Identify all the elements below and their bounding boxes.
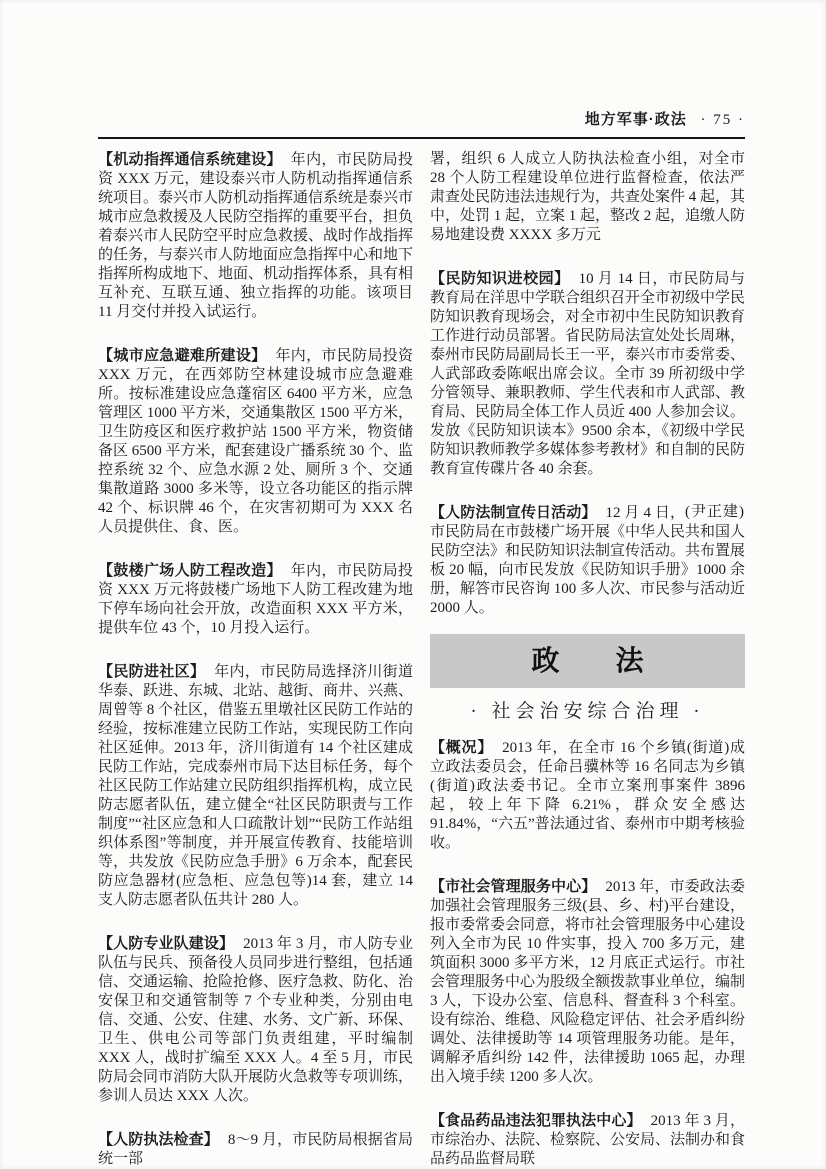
entry-body: 年内，市民防局投资 XXX 万元，建设泰兴市人防机动指挥通信系统项目。泰兴市人防机动指挥通信系统是泰兴市城市应急救援及人民防空指挥的重要平台，担负着泰兴市人民防空平时应急救援、战时作战指挥的任务，与泰兴市人防地面应急指挥中心和地下指挥所构成地下、地面、机动指挥体系，具有相互补充、互联互通、独立指挥的功能。该项目 11 月交付并投入试运行。 <box>98 152 414 320</box>
entry-mobile-command-comms <box>98 150 413 322</box>
subsection-heading-public-security: · 社会治安综合治理 · <box>470 701 705 722</box>
entry-knowledge-into-schools <box>430 269 745 479</box>
running-head <box>98 110 745 130</box>
page-header <box>98 110 745 139</box>
entry-body: 年内，市民防局选择济川街道华泰、跃进、东城、北站、越街、商井、兴燕、周曾等 8 个社区，借鉴五里墩社区民防工作站的经验，按标准建立民防工作站，实现民防工作向社区延伸。2013 年，济川街道有 14 个社区建成民防工作站，完成泰州市局下达目标任务，每个社区民防工作站建立民防组织指挥机构，成立民防志愿者队伍，建立健全“社区民防职责与工作制度”“社区应急和人口疏散计划”“民防工作站组织体系图”等制度，并开展宣传教育、技能培训等，共发放《民防应急手册》6 万余本，配套民防应急器材(应急柜、应急包等)14 套，建立 14 支人防志愿者队伍共计 280 人。 <box>98 664 414 908</box>
entry-body: 10 月 14 日，市民防局与教育局在洋思中学联合组织召开全市初级中学民防知识教育现场会，对全市初中生民防知识教育工作进行动员部署。省民防局法宣处处长周琳，泰州市民防局副局长王一平，泰兴市市委常委、人武部政委陈岷出席会议。全市 39 所初级中学分管领导、兼职教师、学生代表和市人武部、教育局、民防局全体工作人员近 400 人参加会议。发放《民防知识读本》9500 余本，《初级中学民防知识教师教学多媒体参考教材》和自制的民防教育宣传碟片各 40 余套。 <box>430 271 746 477</box>
entry-title: 【民防知识进校园】 <box>430 270 570 287</box>
header-rule <box>98 137 745 139</box>
entry-title: 【民防进社区】 <box>98 663 206 680</box>
entry-body: 12 月 4 日，市民防局在市鼓楼广场开展《中华人民共和国人民防空法》和民防知识法制宣传活动。共布置展板 20 幅，向市民发放《民防知识手册》1000 余册，解答市民咨询 100 多人次、市民参与活动近 2000 人。 <box>430 505 746 616</box>
entry-title: 【城市应急避难所建设】 <box>98 347 267 364</box>
entry-title: 【人防专业队建设】 <box>98 935 235 952</box>
entry-food-drug-enforcement-center <box>430 1111 745 1169</box>
section-banner-politics-law: 政 法 <box>430 634 745 688</box>
page-number: · 75 · <box>700 112 745 128</box>
entry-legal-publicity-day <box>430 503 745 618</box>
entry-body: 2013 年，在全市 16 个乡镇(街道)成立政法委员会，任命吕骥林等 16 名同志为乡镇(街道)政法委书记。全市立案刑事案件 3896 起，较上年下降 6.21%，群众安全感达 91.84%，“六五”普法通过省、泰州市中期考核验收。 <box>430 740 745 851</box>
entry-title: 【食品药品违法犯罪执法中心】 <box>430 1112 642 1129</box>
entry-body: 8～9 月，市民防局根据省局统一部 <box>98 1132 413 1167</box>
page-content <box>98 110 745 1169</box>
entry-body: 2013 年，市委政法委加强社会管理服务三级(县、乡、村)平台建设，报市委常委会同意，将市社会管理服务中心建设列入全市为民 10 件实事，投入 700 多万元，建筑面积 3000 多平方米，12 月底正式运行。市社会管理服务中心为股级全额拨款事业单位，编制 3 人，下设办公室、信息科、督查科 3 个科室。设有综治、维稳、风险稳定评估、社会矛盾纠纷调处、法律援助等 14 项管理服务功能。是年，调解矛盾纠纷 142 件，法律援助 1065 起，办理出入境手续 1200 多人次。 <box>430 879 746 1085</box>
entry-professional-team <box>98 934 413 1106</box>
entry-title: 【机动指挥通信系统建设】 <box>98 151 282 168</box>
entry-social-management-center <box>430 877 745 1087</box>
left-column <box>98 150 413 1169</box>
entry-title: 【概况】 <box>430 739 494 756</box>
entry-title: 【人防执法检查】 <box>98 1131 219 1148</box>
entry-title: 【人防法制宣传日活动】 <box>430 504 597 521</box>
two-column-body <box>98 150 745 1169</box>
running-head-title: 地方军事·政法 <box>584 111 687 128</box>
entry-gulou-square-renovation <box>98 561 413 638</box>
entry-overview <box>430 738 745 853</box>
byline: (尹正建) <box>685 504 745 520</box>
right-column <box>430 150 745 1169</box>
entry-body: 署，组织 6 人成立人防执法检查小组，对全市 28 个人防工程建设单位进行监督检查，依法严肃查处民防违法违规行为，共查处案件 4 起，其中，处罚 1 起，立案 1 起，整改 2 起，追缴人防易地建设费 XXXX 多万元 <box>430 151 746 243</box>
entry-body: 年内，市民防局投资 XXX 万元，在西郊防空林建设城市应急避难所。按标准建设应急蓬宿区 6400 平方米，应急管理区 1000 平方米，交通集散区 1500 平方米，卫生防疫区和医疗救护站 1500 平方米，物资储备区 6500 平方米，配套建设广播系统 30 个、监控系统 32 个、应急水源 2 处、厕所 3 个、交通集散道路 3000 多米等，设立各功能区的指示牌 42 个、标识牌 46 个，在灾害初期可为 XXX 名人员提供住、食、医。 <box>98 348 414 535</box>
continuation-paragraph <box>430 150 745 245</box>
entry-body: 2013 年 3 月，市人防专业队伍与民兵、预备役人员同步进行整组，包括通信、交通运输、抢险抢修、医疗急救、防化、治安保卫和交通管制等 7 个专业种类，分别由电信、交通、公安、住建、水务、文广新、环保、卫生、供电公司等部门负责组建，平时编制 XXX 人，战时扩编至 XXX 人。4 至 5 月，市民防局会同市消防大队开展防火急救等专项训练，参训人员达 XXX 人次。 <box>98 936 414 1104</box>
entry-law-enforcement-inspection <box>98 1130 413 1169</box>
entry-title: 【鼓楼广场人防工程改造】 <box>98 562 282 579</box>
entry-body: 2013 年 3 月，市综治办、法院、检察院、公安局、法制办和食品药品监督局联 <box>430 1113 746 1167</box>
entry-civil-defense-community <box>98 662 413 910</box>
entry-body: 年内，市民防局投资 XXX 万元将鼓楼广场地下人防工程改建为地下停车场向社会开放，改造面积 XXX 平方米，提供车位 43 个，10 月投入运行。 <box>98 563 413 636</box>
entry-emergency-shelter <box>98 346 413 537</box>
entry-title: 【市社会管理服务中心】 <box>430 878 597 895</box>
